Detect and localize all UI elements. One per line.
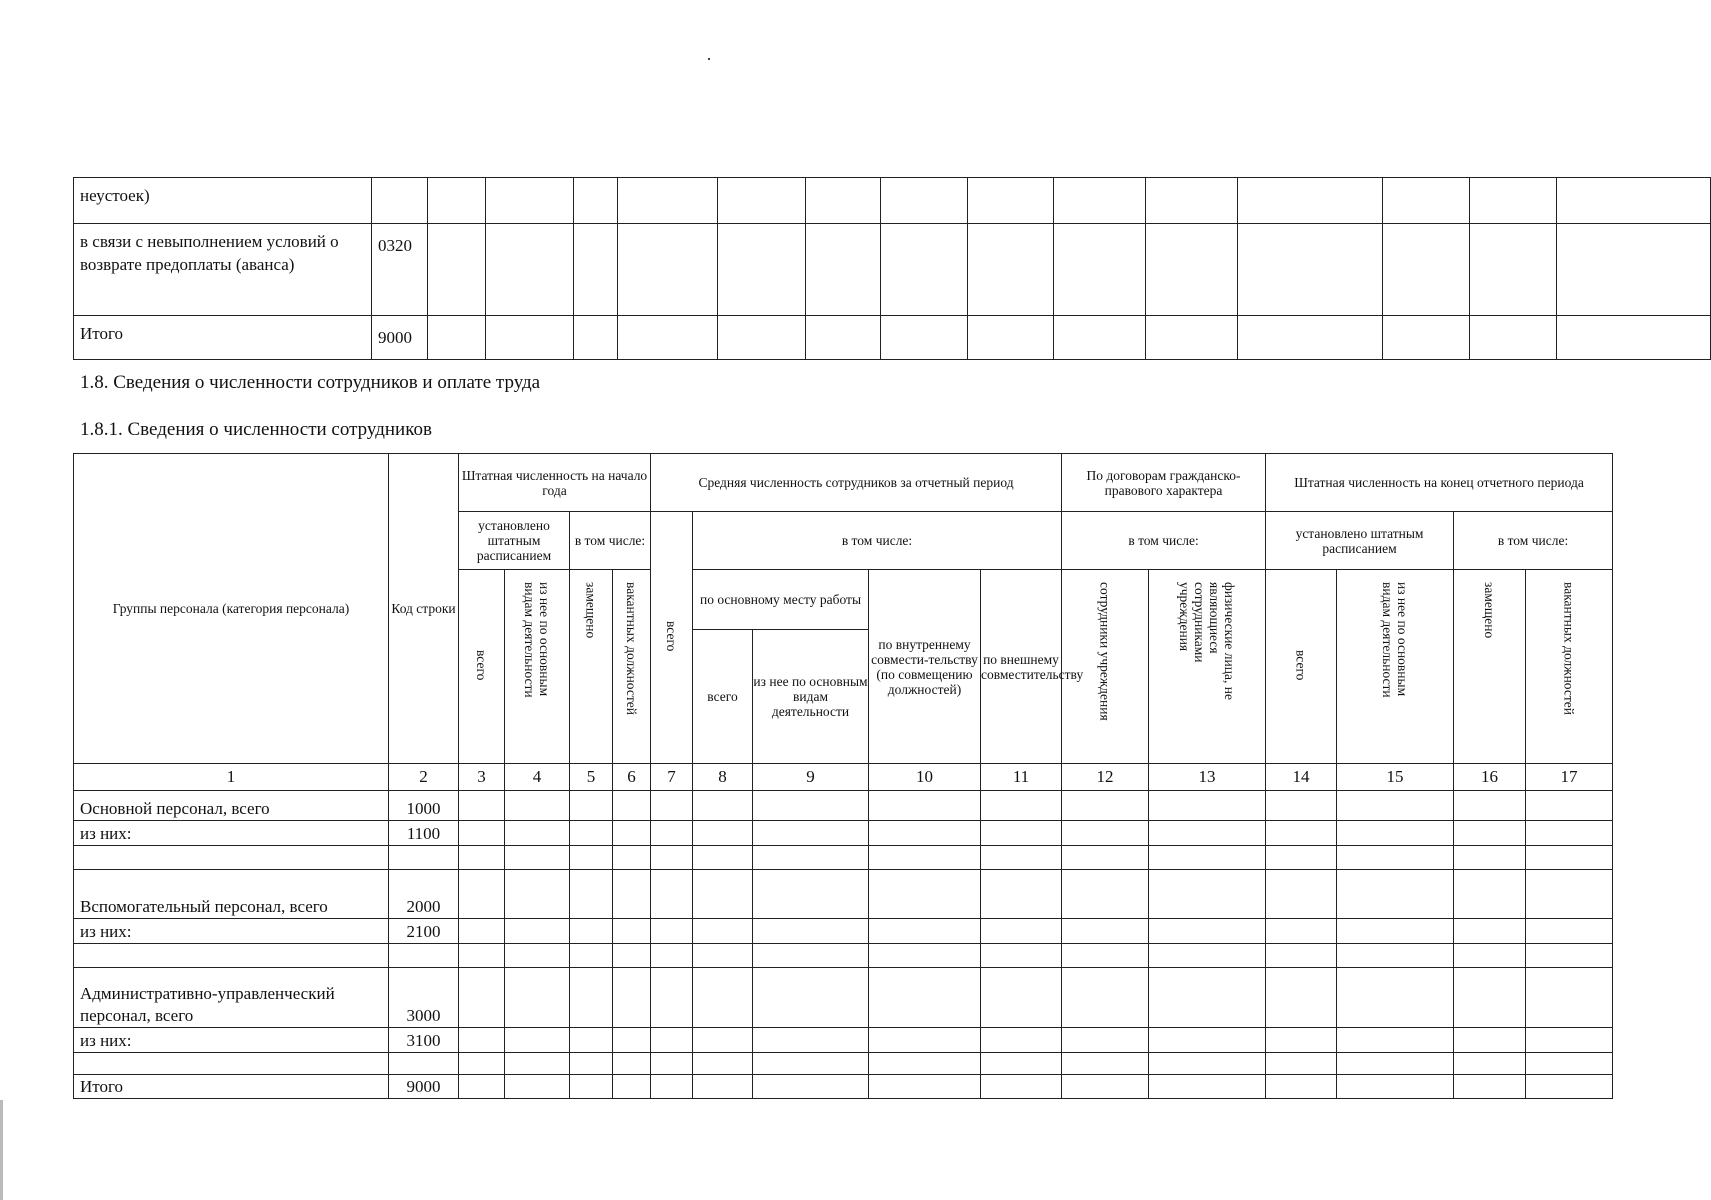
row-code: 1100 — [389, 821, 459, 846]
col-number: 1 — [74, 764, 389, 791]
scan-edge-mark — [0, 1100, 3, 1200]
col-number: 15 — [1337, 764, 1454, 791]
table-row — [74, 846, 1613, 870]
table-row — [74, 1053, 1613, 1075]
end-including: в том числе: — [1454, 512, 1613, 570]
avg-including: в том числе: — [693, 512, 1062, 570]
start-main-activity: из нее по основным видам деятельности — [505, 570, 570, 764]
row-code — [389, 944, 459, 968]
table-row — [74, 944, 1613, 968]
row-code: 2100 — [389, 919, 459, 944]
subsection-heading: 1.8.1. Сведения о численности сотрудников — [80, 419, 432, 440]
start-including: в том числе: — [570, 512, 651, 570]
table-row — [74, 919, 1613, 944]
col-number: 11 — [981, 764, 1062, 791]
row-code: 3000 — [389, 968, 459, 1028]
row-code: 1000 — [389, 791, 459, 821]
avg-main-activity: из нее по основным видам деятельности — [753, 630, 869, 764]
col-number: 14 — [1266, 764, 1337, 791]
row-code: 2000 — [389, 870, 459, 919]
col-number: 17 — [1526, 764, 1613, 791]
row-label: неустоек) — [74, 178, 372, 224]
table-row — [74, 870, 1613, 919]
scan-dot — [708, 58, 710, 60]
table-row — [74, 821, 1613, 846]
table-row — [74, 968, 1613, 1028]
row-label: Итого — [74, 1075, 389, 1099]
avg-internal: по внутреннему совмести-тельству (по совмещению должностей) — [869, 570, 981, 764]
start-total: всего — [459, 570, 505, 764]
row-label: в связи с невыполнением условий о возврате предоплаты (аванса) — [74, 224, 372, 316]
end-filled: замещено — [1454, 570, 1526, 764]
row-code — [372, 178, 428, 224]
section-heading: 1.8. Сведения о численности сотрудников и оплате труда — [80, 372, 541, 393]
civil-employees: сотрудники учреждения — [1062, 570, 1149, 764]
end-vacant: вакантных должностей — [1526, 570, 1613, 764]
col-number: 10 — [869, 764, 981, 791]
row-code: 0320 — [372, 224, 428, 316]
row-code: 3100 — [389, 1028, 459, 1053]
col-number: 16 — [1454, 764, 1526, 791]
row-label — [74, 846, 389, 870]
end-total: всего — [1266, 570, 1337, 764]
row-label: Вспомогательный персонал, всего — [74, 870, 389, 919]
civil-including: в том числе: — [1062, 512, 1266, 570]
table-row — [74, 316, 1711, 360]
table-row — [74, 1075, 1613, 1099]
col-number: 3 — [459, 764, 505, 791]
col-number: 12 — [1062, 764, 1149, 791]
civil-header: По договорам гражданско-правового характера — [1062, 454, 1266, 512]
table-row — [74, 178, 1711, 224]
row-label: Итого — [74, 316, 372, 360]
col-number: 9 — [753, 764, 869, 791]
end-established: установлено штатным расписанием — [1266, 512, 1454, 570]
table-row — [74, 1028, 1613, 1053]
col-number: 5 — [570, 764, 613, 791]
avg-total: всего — [651, 512, 693, 764]
avg-main-place: по основному месту работы — [693, 570, 869, 630]
col-number: 8 — [693, 764, 753, 791]
avg-external: по внешнему совместительству — [981, 570, 1062, 764]
row-code — [389, 1053, 459, 1075]
civil-individuals: физические лица, не являющиеся сотрудниками учреждения — [1149, 570, 1266, 764]
staff-table — [73, 453, 1613, 1099]
start-vacant: вакантных должностей — [613, 570, 651, 764]
row-label: из них: — [74, 821, 389, 846]
row-code: 9000 — [389, 1075, 459, 1099]
row-label: Основной персонал, всего — [74, 791, 389, 821]
col-code-header: Код строки — [389, 454, 459, 764]
col-number: 7 — [651, 764, 693, 791]
end-header: Штатная численность на конец отчетного периода — [1266, 454, 1613, 512]
row-label: Административно-управленческий персонал, всего — [74, 968, 389, 1028]
top-table — [73, 177, 1711, 360]
avg-main-total: всего — [693, 630, 753, 764]
end-main-activity: из нее по основным видам деятельности — [1337, 570, 1454, 764]
row-label: из них: — [74, 1028, 389, 1053]
table-row — [74, 224, 1711, 316]
start-established: установлено штатным расписанием — [459, 512, 570, 570]
start-filled: замещено — [570, 570, 613, 764]
row-code: 9000 — [372, 316, 428, 360]
row-code — [389, 846, 459, 870]
table-row — [74, 791, 1613, 821]
col-number: 4 — [505, 764, 570, 791]
avg-header: Средняя численность сотрудников за отчетный период — [651, 454, 1062, 512]
col-number: 2 — [389, 764, 459, 791]
row-label — [74, 1053, 389, 1075]
row-label: из них: — [74, 919, 389, 944]
row-label — [74, 944, 389, 968]
col-number: 6 — [613, 764, 651, 791]
column-numbers-row — [74, 764, 1613, 791]
col-group-header: Группы персонала (категория персонала) — [74, 454, 389, 764]
col-number: 13 — [1149, 764, 1266, 791]
start-header: Штатная численность на начало года — [459, 454, 651, 512]
